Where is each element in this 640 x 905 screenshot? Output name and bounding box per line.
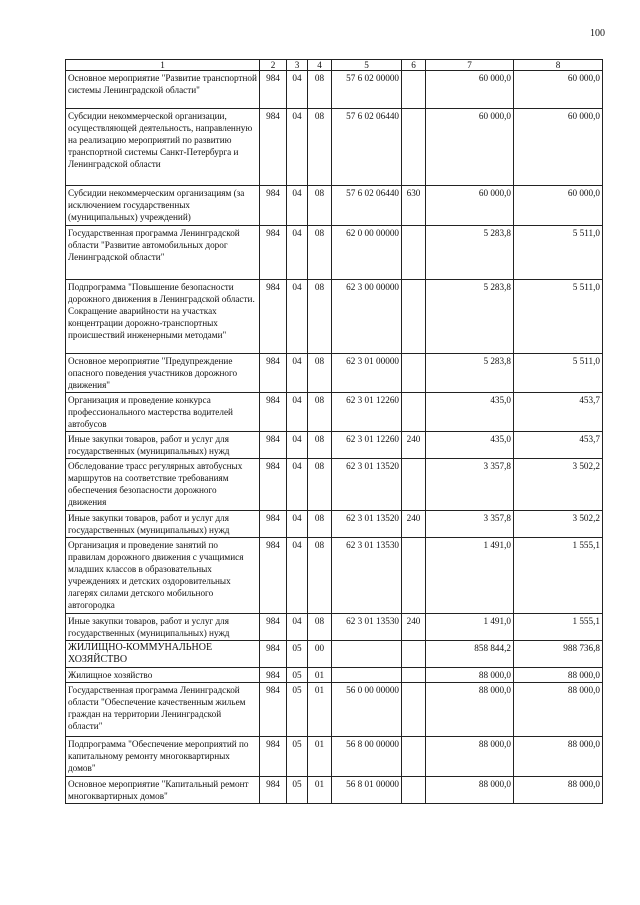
row-amount-year1: 60 000,0: [426, 71, 514, 109]
col-header-csr: 5: [332, 60, 402, 71]
row-amount-year1: 5 283,8: [426, 226, 514, 280]
row-section-code: 05: [287, 777, 308, 804]
row-target-article: 62 3 01 13520: [332, 511, 402, 538]
table-row: [66, 71, 603, 109]
row-section-code: 04: [287, 459, 308, 511]
row-expense-type: [402, 459, 426, 511]
row-target-article: 62 3 01 13530: [332, 538, 402, 614]
row-ved-code: 984: [260, 280, 287, 354]
row-expense-type: [402, 226, 426, 280]
col-header-year1: 7: [426, 60, 514, 71]
row-expense-type: 630: [402, 186, 426, 226]
row-ved-code: 984: [260, 226, 287, 280]
row-amount-year2: 3 502,2: [514, 459, 603, 511]
row-amount-year2: 60 000,0: [514, 71, 603, 109]
table-row: [66, 614, 603, 641]
row-amount-year2: 88 000,0: [514, 683, 603, 737]
row-ved-code: 984: [260, 614, 287, 641]
row-ved-code: 984: [260, 393, 287, 432]
row-expense-type: [402, 777, 426, 804]
row-name: Жилищное хозяйство: [66, 668, 260, 683]
row-section-code: 04: [287, 538, 308, 614]
row-amount-year2: 988 736,8: [514, 641, 603, 668]
row-target-article: 56 8 00 00000: [332, 737, 402, 777]
table-row: [66, 459, 603, 511]
row-target-article: 62 3 01 12260: [332, 432, 402, 459]
row-ved-code: 984: [260, 777, 287, 804]
row-amount-year2: 1 555,1: [514, 614, 603, 641]
row-amount-year2: 5 511,0: [514, 280, 603, 354]
row-name: Государственная программа Ленинградской области "Развитие автомобильных дорог Ленинградской области": [66, 226, 260, 280]
row-expense-type: [402, 354, 426, 393]
row-subsection-code: 08: [308, 511, 332, 538]
budget-table: [65, 59, 603, 804]
row-expense-type: [402, 109, 426, 186]
row-amount-year1: 858 844,2: [426, 641, 514, 668]
row-expense-type: [402, 280, 426, 354]
row-target-article: [332, 668, 402, 683]
row-amount-year2: 1 555,1: [514, 538, 603, 614]
row-amount-year2: 3 502,2: [514, 511, 603, 538]
row-expense-type: [402, 668, 426, 683]
col-header-pr: 4: [308, 60, 332, 71]
row-ved-code: 984: [260, 511, 287, 538]
row-ved-code: 984: [260, 641, 287, 668]
row-target-article: 62 3 01 00000: [332, 354, 402, 393]
row-expense-type: [402, 737, 426, 777]
table-header-row: [66, 60, 603, 71]
row-amount-year1: 88 000,0: [426, 737, 514, 777]
row-amount-year2: 5 511,0: [514, 354, 603, 393]
row-subsection-code: 01: [308, 668, 332, 683]
table-row: [66, 777, 603, 804]
row-expense-type: 240: [402, 511, 426, 538]
col-header-ved: 2: [260, 60, 287, 71]
row-section-code: 05: [287, 737, 308, 777]
row-amount-year1: 3 357,8: [426, 459, 514, 511]
row-target-article: 62 3 01 12260: [332, 393, 402, 432]
row-target-article: 62 0 00 00000: [332, 226, 402, 280]
table-row: [66, 186, 603, 226]
row-ved-code: 984: [260, 459, 287, 511]
table-row: [66, 109, 603, 186]
row-section-code: 04: [287, 614, 308, 641]
col-header-name: 1: [66, 60, 260, 71]
row-amount-year1: 60 000,0: [426, 109, 514, 186]
table-row: [66, 393, 603, 432]
row-name: Основное мероприятие "Капитальный ремонт многоквартирных домов": [66, 777, 260, 804]
col-header-year2: 8: [514, 60, 603, 71]
row-amount-year2: 5 511,0: [514, 226, 603, 280]
table-row: [66, 511, 603, 538]
row-amount-year1: 435,0: [426, 432, 514, 459]
page-number: 100: [590, 28, 605, 39]
table-row: [66, 226, 603, 280]
row-section-code: 04: [287, 432, 308, 459]
row-amount-year1: 88 000,0: [426, 777, 514, 804]
row-amount-year1: 5 283,8: [426, 354, 514, 393]
row-ved-code: 984: [260, 432, 287, 459]
row-amount-year1: 435,0: [426, 393, 514, 432]
row-amount-year1: 3 357,8: [426, 511, 514, 538]
row-name: Иные закупки товаров, работ и услуг для государственных (муниципальных) нужд: [66, 432, 260, 459]
row-expense-type: [402, 683, 426, 737]
row-ved-code: 984: [260, 737, 287, 777]
row-expense-type: [402, 393, 426, 432]
row-ved-code: 984: [260, 538, 287, 614]
row-subsection-code: 08: [308, 614, 332, 641]
row-amount-year2: 88 000,0: [514, 737, 603, 777]
row-section-code: 04: [287, 354, 308, 393]
row-name: Подпрограмма "Обеспечение мероприятий по капитальному ремонту многоквартирных домов": [66, 737, 260, 777]
row-ved-code: 984: [260, 109, 287, 186]
row-name: ЖИЛИЩНО-КОММУНАЛЬНОЕ ХОЗЯЙСТВО: [66, 641, 260, 668]
row-target-article: 62 3 00 00000: [332, 280, 402, 354]
row-amount-year2: 453,7: [514, 393, 603, 432]
row-amount-year2: 60 000,0: [514, 186, 603, 226]
row-subsection-code: 01: [308, 777, 332, 804]
row-subsection-code: 08: [308, 538, 332, 614]
row-target-article: [332, 641, 402, 668]
row-target-article: 62 3 01 13520: [332, 459, 402, 511]
row-amount-year1: 60 000,0: [426, 186, 514, 226]
row-subsection-code: 00: [308, 641, 332, 668]
row-section-code: 05: [287, 683, 308, 737]
row-amount-year1: 1 491,0: [426, 614, 514, 641]
table-row: [66, 354, 603, 393]
row-amount-year2: 88 000,0: [514, 777, 603, 804]
row-amount-year2: 453,7: [514, 432, 603, 459]
row-subsection-code: 08: [308, 280, 332, 354]
row-target-article: 56 0 00 00000: [332, 683, 402, 737]
row-subsection-code: 08: [308, 459, 332, 511]
col-header-vr: 6: [402, 60, 426, 71]
table-row: [66, 280, 603, 354]
table-row: [66, 432, 603, 459]
row-amount-year1: 1 491,0: [426, 538, 514, 614]
row-expense-type: [402, 538, 426, 614]
row-subsection-code: 08: [308, 71, 332, 109]
row-subsection-code: 01: [308, 737, 332, 777]
row-section-code: 04: [287, 226, 308, 280]
row-name: Обследование трасс регулярных автобусных маршрутов на соответствие требованиям обеспечения безопасности дорожного движения: [66, 459, 260, 511]
col-header-rz: 3: [287, 60, 308, 71]
row-ved-code: 984: [260, 683, 287, 737]
row-target-article: 57 6 02 06440: [332, 109, 402, 186]
row-expense-type: 240: [402, 432, 426, 459]
table-row: [66, 683, 603, 737]
row-name: Иные закупки товаров, работ и услуг для государственных (муниципальных) нужд: [66, 614, 260, 641]
row-amount-year2: 88 000,0: [514, 668, 603, 683]
table-row: [66, 737, 603, 777]
table-row: [66, 538, 603, 614]
row-amount-year1: 88 000,0: [426, 668, 514, 683]
row-target-article: 57 6 02 00000: [332, 71, 402, 109]
row-expense-type: 240: [402, 614, 426, 641]
row-amount-year2: 60 000,0: [514, 109, 603, 186]
row-subsection-code: 08: [308, 393, 332, 432]
row-name: Субсидии некоммерческой организации, осуществляющей деятельность, направленную на реализацию мероприятий по развитию транспортной системы Санкт-Петербурга и Ленинградской области: [66, 109, 260, 186]
row-section-code: 04: [287, 71, 308, 109]
row-section-code: 04: [287, 280, 308, 354]
row-ved-code: 984: [260, 354, 287, 393]
row-subsection-code: 08: [308, 432, 332, 459]
row-ved-code: 984: [260, 186, 287, 226]
row-subsection-code: 08: [308, 354, 332, 393]
row-subsection-code: 08: [308, 109, 332, 186]
row-target-article: 62 3 01 13530: [332, 614, 402, 641]
row-ved-code: 984: [260, 71, 287, 109]
row-subsection-code: 01: [308, 683, 332, 737]
row-expense-type: [402, 641, 426, 668]
row-subsection-code: 08: [308, 186, 332, 226]
row-amount-year1: 88 000,0: [426, 683, 514, 737]
table-row: [66, 641, 603, 668]
row-ved-code: 984: [260, 668, 287, 683]
row-section-code: 05: [287, 668, 308, 683]
row-name: Организация и проведение конкурса профессионального мастерства водителей автобусов: [66, 393, 260, 432]
row-target-article: 57 6 02 06440: [332, 186, 402, 226]
table-row: [66, 668, 603, 683]
row-section-code: 04: [287, 393, 308, 432]
row-amount-year1: 5 283,8: [426, 280, 514, 354]
row-name: Государственная программа Ленинградской области "Обеспечение качественным жильем граждан на территории Ленинградской области": [66, 683, 260, 737]
row-name: Организация и проведение занятий по правилам дорожного движения с учащимися младших классов в образовательных учреждениях и детских оздоровительных лагерях силами детского мобильного автогородка: [66, 538, 260, 614]
row-name: Иные закупки товаров, работ и услуг для государственных (муниципальных) нужд: [66, 511, 260, 538]
row-section-code: 05: [287, 641, 308, 668]
row-section-code: 04: [287, 109, 308, 186]
row-subsection-code: 08: [308, 226, 332, 280]
row-section-code: 04: [287, 186, 308, 226]
row-name: Подпрограмма "Повышение безопасности дорожного движения в Ленинградской области. Сокращение аварийности на участках концентрации дорожно-транспортных происшествий инженерными методами": [66, 280, 260, 354]
row-section-code: 04: [287, 511, 308, 538]
row-name: Основное мероприятие "Развитие транспортной системы Ленинградской области": [66, 71, 260, 109]
row-expense-type: [402, 71, 426, 109]
row-target-article: 56 8 01 00000: [332, 777, 402, 804]
row-name: Субсидии некоммерческим организациям (за исключением государственных (муниципальных) учреждений): [66, 186, 260, 226]
row-name: Основное мероприятие "Предупреждение опасного поведения участников дорожного движения": [66, 354, 260, 393]
